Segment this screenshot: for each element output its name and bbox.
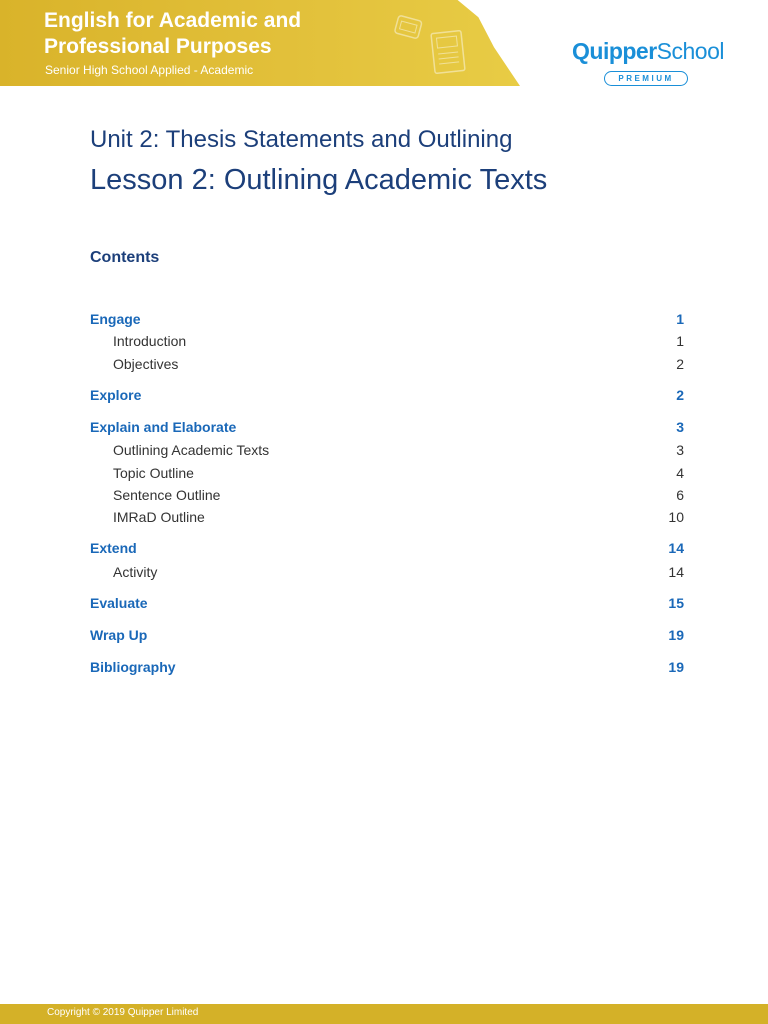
premium-badge: PREMIUM	[604, 71, 688, 86]
toc-page: 6	[676, 487, 684, 503]
toc-label: Wrap Up	[90, 627, 148, 643]
toc-item-extend[interactable]	[90, 538, 684, 558]
toc-item-explore[interactable]	[90, 385, 684, 405]
eng-stamp-icon	[392, 12, 424, 49]
toc-item-outlining-academic-texts[interactable]	[90, 440, 684, 460]
lesson-title: Lesson 2: Outlining Academic Texts	[90, 164, 548, 196]
toc-item-explain-and-elaborate[interactable]	[90, 417, 684, 437]
logo-suffix: School	[656, 38, 724, 64]
toc-item-wrap-up[interactable]	[90, 625, 684, 645]
toc-page: 1	[676, 311, 684, 327]
toc-label: Extend	[90, 540, 137, 556]
toc-label: Bibliography	[90, 659, 176, 675]
footer-bar	[0, 1004, 768, 1024]
toc-label: Explain and Elaborate	[90, 419, 237, 435]
toc-label: Outlining Academic Texts	[113, 442, 270, 458]
toc-item-activity[interactable]	[90, 562, 684, 582]
unit-title: Unit 2: Thesis Statements and Outlining	[90, 126, 513, 153]
abc-notebook-icon	[428, 28, 468, 81]
toc-page: 1	[676, 333, 684, 349]
toc-label: Introduction	[113, 333, 187, 349]
toc-item-objectives[interactable]	[90, 354, 684, 374]
course-title: English for Academic and Professional Purposes	[44, 9, 302, 58]
toc-page: 2	[676, 387, 684, 403]
toc-item-engage[interactable]	[90, 309, 684, 329]
toc-label: Topic Outline	[113, 465, 194, 481]
course-subtitle: Senior High School Applied - Academic	[45, 63, 254, 77]
toc-page: 14	[668, 540, 684, 556]
toc-page: 14	[668, 564, 684, 580]
toc-page: 19	[668, 627, 684, 643]
toc-page: 4	[676, 465, 684, 481]
toc-label: Engage	[90, 311, 141, 327]
quipper-school-logo	[572, 38, 732, 90]
toc-item-bibliography[interactable]	[90, 657, 684, 677]
toc-label: Sentence Outline	[113, 487, 221, 503]
toc-label: IMRaD Outline	[113, 509, 205, 525]
toc-page: 3	[676, 442, 684, 458]
toc-page: 19	[668, 659, 684, 675]
toc-item-introduction[interactable]	[90, 331, 684, 351]
toc-item-topic-outline[interactable]	[90, 463, 684, 483]
toc-page: 3	[676, 419, 684, 435]
toc-page: 15	[668, 595, 684, 611]
logo-brand: Quipper	[572, 38, 657, 64]
toc-page: 10	[668, 509, 684, 525]
toc-item-sentence-outline[interactable]	[90, 485, 684, 505]
toc-label: Activity	[113, 564, 158, 580]
copyright-text: Copyright © 2019 Quipper Limited	[47, 1007, 199, 1018]
toc-label: Evaluate	[90, 595, 148, 611]
toc-label: Explore	[90, 387, 142, 403]
contents-heading: Contents	[90, 249, 160, 266]
toc-item-imrad-outline[interactable]	[90, 507, 684, 527]
toc-item-evaluate[interactable]	[90, 593, 684, 613]
toc-label: Objectives	[113, 356, 179, 372]
toc-page: 2	[676, 356, 684, 372]
